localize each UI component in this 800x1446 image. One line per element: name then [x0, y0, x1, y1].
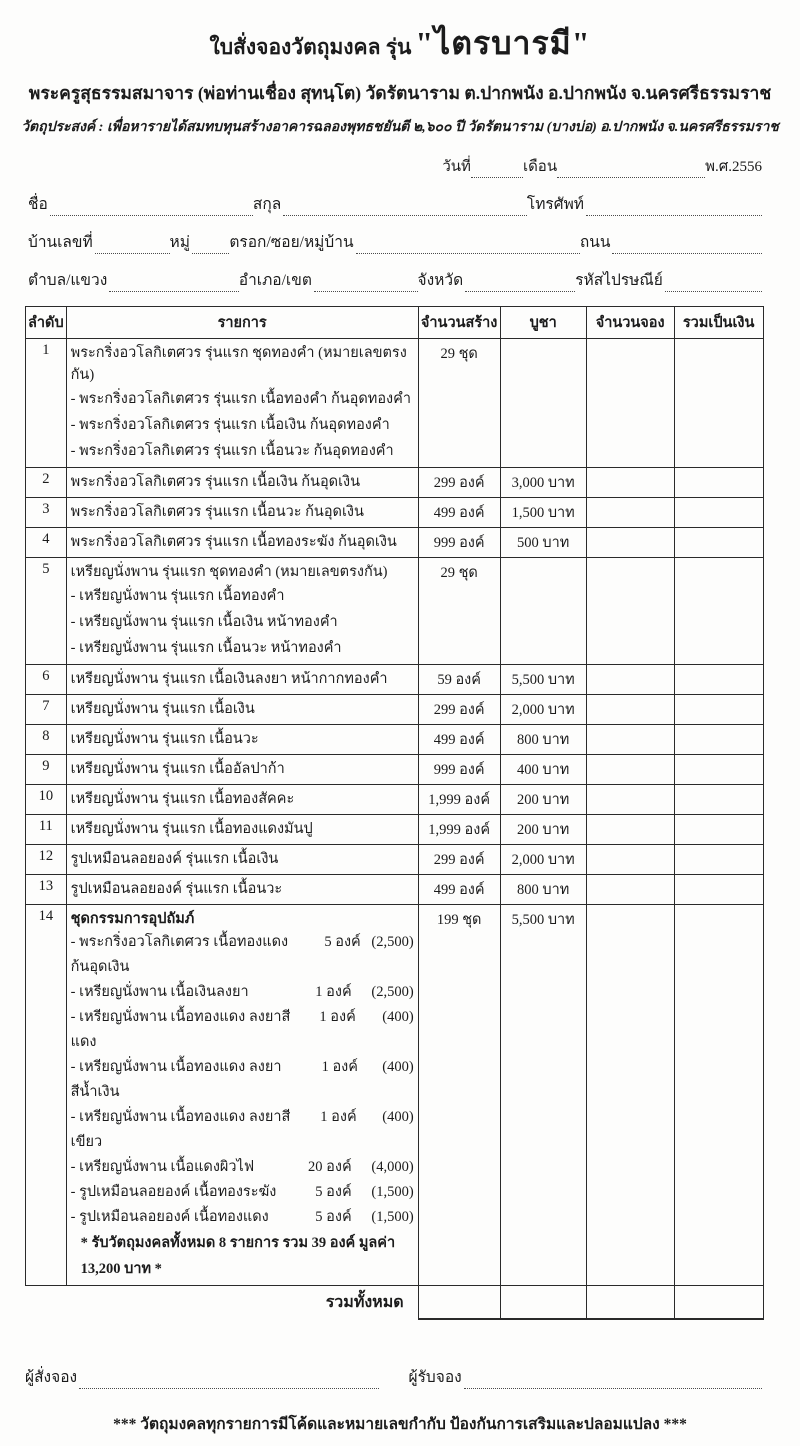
row-number-cell: 11	[26, 815, 67, 845]
orderer-signature-line[interactable]	[79, 1373, 378, 1389]
amount-cell[interactable]	[674, 695, 763, 725]
item-cell	[66, 785, 418, 815]
receiver-signature-line[interactable]	[464, 1373, 762, 1389]
amount-cell[interactable]	[674, 468, 763, 498]
item-subline: - พระกริ่งอวโลกิเตศวร รุ่นแรก เนื้อนวะ ก้นอุดทองคำ	[70, 443, 394, 459]
item-subitem	[71, 1180, 414, 1205]
field-label: ถนน	[579, 234, 611, 251]
item-cell	[66, 815, 418, 845]
subitem-qty: 1 องค์	[315, 984, 352, 1000]
subitem-text: - เหรียญนั่งพาน เนื้อทองแดง ลงยาสีน้ำเงิน	[70, 1059, 282, 1100]
item-subitem	[71, 980, 414, 1005]
price-cell: 1,500 บาท	[500, 498, 586, 528]
amount-cell[interactable]	[674, 815, 763, 845]
field-input-line[interactable]	[665, 276, 762, 292]
field-label: โทรศัพท์	[526, 196, 585, 213]
subitem-text: - เหรียญนั่งพาน เนื้อทองแดง ลงยาสีเขียว	[70, 1109, 291, 1150]
order-quantity-cell[interactable]	[586, 695, 674, 725]
order-quantity-cell[interactable]	[586, 558, 674, 665]
subitem-text: - รูปเหมือนลอยองค์ เนื้อทองระฆัง	[70, 1184, 277, 1200]
quantity-made-cell: 499 องค์	[418, 725, 500, 755]
item-name: พระกริ่งอวโลกิเตศวร รุ่นแรก เนื้อนวะ ก้นอุดเงิน	[70, 504, 364, 520]
item-cell	[66, 339, 418, 468]
item-name: รูปเหมือนลอยองค์ รุ่นแรก เนื้อเงิน	[70, 851, 279, 867]
quantity-made-cell: 299 องค์	[418, 468, 500, 498]
subitem-qty: 5 องค์	[315, 1209, 352, 1225]
row-number-cell: 10	[26, 785, 67, 815]
row-number-cell: 8	[26, 725, 67, 755]
grand-order-cell[interactable]	[586, 1286, 674, 1320]
date-line	[0, 154, 762, 178]
item-name: รูปเหมือนลอยองค์ รุ่นแรก เนื้อนวะ	[70, 881, 283, 897]
item-name: พระกริ่งอวโลกิเตศวร รุ่นแรก เนื้อเงิน ก้นอุดเงิน	[70, 474, 361, 490]
order-quantity-cell[interactable]	[586, 665, 674, 695]
price-cell: 3,000 บาท	[500, 468, 586, 498]
item-cell	[66, 845, 418, 875]
amount-cell[interactable]	[674, 528, 763, 558]
item-cell	[66, 558, 418, 665]
table-row	[26, 558, 764, 665]
quantity-made-cell: 999 องค์	[418, 755, 500, 785]
price-cell	[500, 558, 586, 665]
order-quantity-cell[interactable]	[586, 845, 674, 875]
table-row	[26, 665, 764, 695]
field-line	[28, 267, 762, 292]
row-number-cell: 6	[26, 665, 67, 695]
quantity-made-cell: 199 ชุด	[418, 905, 500, 1286]
grand-qty-cell[interactable]	[418, 1286, 500, 1320]
field-label: ตรอก/ซอย/หมู่บ้าน	[229, 234, 354, 251]
table-row	[26, 498, 764, 528]
page-title	[0, 18, 800, 69]
item-subitem	[71, 1205, 414, 1230]
field-input-line[interactable]	[192, 238, 229, 254]
item-cell	[66, 725, 418, 755]
subitem-price: (2,500)	[371, 934, 414, 950]
order-table	[25, 306, 764, 1320]
subitem-qty: 1 องค์	[321, 1059, 358, 1075]
field-input-line[interactable]	[283, 200, 527, 216]
amount-cell[interactable]	[674, 725, 763, 755]
field-input-line[interactable]	[612, 238, 762, 254]
grand-total-label: รวมทั้งหมด	[325, 1294, 404, 1311]
anti-counterfeit-note: *** วัตถุมงคลทุกรายการมีโค้ดและหมายเลขกำกับ ป้องกันการเสริมและปลอมแปลง ***	[113, 1416, 687, 1433]
column-header: รายการ	[66, 307, 418, 339]
price-cell: 2,000 บาท	[500, 695, 586, 725]
subitem-text: - เหรียญนั่งพาน เนื้อทองแดง ลงยาสีแดง	[70, 1009, 291, 1050]
item-cell	[66, 905, 418, 1286]
field-line	[28, 191, 762, 216]
row-number-cell: 3	[26, 498, 67, 528]
quantity-made-cell: 1,999 องค์	[418, 785, 500, 815]
table-row	[26, 468, 764, 498]
field-label: ตำบล/แขวง	[28, 272, 108, 289]
order-quantity-cell[interactable]	[586, 528, 674, 558]
item-cell	[66, 468, 418, 498]
table-row	[26, 528, 764, 558]
subitem-price: (1,500)	[371, 1184, 414, 1200]
amount-cell[interactable]	[674, 498, 763, 528]
quantity-made-cell: 29 ชุด	[418, 558, 500, 665]
price-cell	[500, 339, 586, 468]
signature-line	[25, 1364, 762, 1389]
quantity-made-cell: 1,999 องค์	[418, 815, 500, 845]
item-subitem	[71, 1105, 414, 1155]
amount-cell[interactable]	[674, 905, 763, 1286]
order-quantity-cell[interactable]	[586, 875, 674, 905]
row-number-cell: 12	[26, 845, 67, 875]
subitem-text: - เหรียญนั่งพาน เนื้อแดงผิวไฟ	[70, 1159, 255, 1175]
amount-cell[interactable]	[674, 339, 763, 468]
table-row	[26, 725, 764, 755]
table-row	[26, 785, 764, 815]
item-cell	[66, 528, 418, 558]
row-number-cell: 5	[26, 558, 67, 665]
order-quantity-cell[interactable]	[586, 755, 674, 785]
orderer-label: ผู้สั่งจอง	[25, 1369, 78, 1386]
row-number-cell: 4	[26, 528, 67, 558]
field-input-line[interactable]	[95, 238, 170, 254]
field-label: สกุล	[252, 196, 282, 213]
row-number-cell: 9	[26, 755, 67, 785]
grand-price-cell[interactable]	[500, 1286, 586, 1320]
column-header: จำนวนสร้าง	[418, 307, 500, 339]
column-header: บูชา	[500, 307, 586, 339]
field-input-line[interactable]	[586, 200, 762, 216]
subitem-price: (400)	[382, 1009, 414, 1025]
field-label: จังหวัด	[417, 272, 464, 289]
set-total-note: * รับวัตถุมงคลทั้งหมด 8 รายการ รวม 39 องค์ มูลค่า 13,200 บาท *	[80, 1235, 396, 1277]
date-input-line[interactable]	[471, 162, 523, 178]
item-name: เหรียญนั่งพาน รุ่นแรก เนื้อเงินลงยา หน้ากากทองคำ	[70, 671, 388, 687]
item-cell	[66, 755, 418, 785]
table-body	[26, 339, 764, 1320]
item-cell	[66, 665, 418, 695]
amount-cell[interactable]	[674, 558, 763, 665]
quantity-made-cell: 299 องค์	[418, 845, 500, 875]
price-cell: 200 บาท	[500, 785, 586, 815]
table-row	[26, 815, 764, 845]
price-cell: 800 บาท	[500, 725, 586, 755]
column-header: จำนวนจอง	[586, 307, 674, 339]
item-subline: - พระกริ่งอวโลกิเตศวร รุ่นแรก เนื้อทองคำ ก้นอุดทองคำ	[70, 391, 411, 407]
table-row	[26, 755, 764, 785]
price-cell: 400 บาท	[500, 755, 586, 785]
amount-cell[interactable]	[674, 845, 763, 875]
field-label: รหัสไปรษณีย์	[575, 272, 663, 289]
item-name: เหรียญนั่งพาน รุ่นแรก เนื้อเงิน	[70, 701, 255, 717]
price-cell: 500 บาท	[500, 528, 586, 558]
subitem-price: (2,500)	[371, 984, 414, 1000]
field-label: หมู่	[169, 234, 190, 251]
month-input-line[interactable]	[557, 162, 705, 178]
title-prefix: ใบสั่งจองวัตถุมงคล รุ่น	[209, 35, 412, 59]
amount-cell[interactable]	[674, 665, 763, 695]
field-input-line[interactable]	[50, 200, 253, 216]
form-fields	[28, 191, 762, 292]
order-quantity-cell[interactable]	[586, 339, 674, 468]
item-cell	[66, 875, 418, 905]
title-series-name: "ไตรบารมี"	[415, 25, 591, 61]
item-name: เหรียญนั่งพาน รุ่นแรก ชุดทองคำ (หมายเลขตรงกัน)	[70, 564, 388, 580]
table-row	[26, 339, 764, 468]
table-header-row	[26, 307, 764, 339]
orderer-signature	[25, 1364, 379, 1389]
order-quantity-cell[interactable]	[586, 498, 674, 528]
item-name: พระกริ่งอวโลกิเตศวร รุ่นแรก ชุดทองคำ (หมายเลขตรงกัน)	[70, 345, 407, 383]
quantity-made-cell: 299 องค์	[418, 695, 500, 725]
table-row	[26, 905, 764, 1286]
quantity-made-cell: 29 ชุด	[418, 339, 500, 468]
item-name: ชุดกรรมการอุปถัมภ์	[70, 911, 195, 927]
subitem-qty: 20 องค์	[308, 1159, 352, 1175]
subitem-qty: 1 องค์	[320, 1109, 357, 1125]
item-subitem	[71, 1005, 414, 1055]
item-subitem	[71, 930, 414, 980]
date-label: วันที่	[442, 159, 471, 175]
row-number-cell: 2	[26, 468, 67, 498]
price-cell: 800 บาท	[500, 875, 586, 905]
column-header: รวมเป็นเงิน	[674, 307, 763, 339]
row-number-cell: 14	[26, 905, 67, 1286]
field-label: ชื่อ	[28, 196, 48, 213]
field-input-line[interactable]	[465, 276, 575, 292]
row-number-cell: 1	[26, 339, 67, 468]
temple-subtitle: พระครูสุธรรมสมาจาร (พ่อท่านเชื่อง สุทนฺโต) วัดรัตนาราม ต.ปากพนัง อ.ปากพนัง จ.นครศรีธรรมราช	[28, 83, 772, 103]
price-cell: 2,000 บาท	[500, 845, 586, 875]
table-row	[26, 875, 764, 905]
subitem-price: (400)	[382, 1109, 414, 1125]
item-name: เหรียญนั่งพาน รุ่นแรก เนื้ออัลปาก้า	[70, 761, 285, 777]
order-quantity-cell[interactable]	[586, 905, 674, 1286]
item-subitem	[71, 1055, 414, 1105]
subitem-text: - รูปเหมือนลอยองค์ เนื้อทองแดง	[70, 1209, 269, 1225]
order-quantity-cell[interactable]	[586, 815, 674, 845]
grand-total-row	[26, 1286, 764, 1320]
subitem-price: (4,000)	[371, 1159, 414, 1175]
amount-cell[interactable]	[674, 875, 763, 905]
row-number-cell: 13	[26, 875, 67, 905]
receiver-label: ผู้รับจอง	[408, 1369, 462, 1386]
field-input-line[interactable]	[109, 276, 239, 292]
price-cell: 200 บาท	[500, 815, 586, 845]
item-name: เหรียญนั่งพาน รุ่นแรก เนื้อทองแดงมันปู	[70, 821, 313, 837]
quantity-made-cell: 59 องค์	[418, 665, 500, 695]
item-cell	[66, 695, 418, 725]
year-label: พ.ศ.2556	[705, 159, 762, 175]
subitem-qty: 5 องค์	[315, 1184, 352, 1200]
receiver-signature	[409, 1364, 763, 1389]
month-label: เดือน	[522, 159, 558, 175]
item-cell	[66, 498, 418, 528]
quantity-made-cell: 499 องค์	[418, 498, 500, 528]
field-label: บ้านเลขที่	[28, 234, 93, 251]
subitem-qty: 5 องค์	[324, 934, 361, 950]
field-label: อำเภอ/เขต	[238, 272, 312, 289]
amount-cell[interactable]	[674, 755, 763, 785]
grand-amount-cell[interactable]	[674, 1286, 763, 1320]
table-row	[26, 845, 764, 875]
order-quantity-cell[interactable]	[586, 785, 674, 815]
purpose-line: วัตถุประสงค์ : เพื่อหารายได้สมทบทุนสร้างอาคารฉลองพุทธชยันตี ๒,๖๐๐ ปี วัดรัตนาราม (บางบ่อ) อ.ปากพนัง จ.นครศรีธรรมราช	[21, 120, 779, 135]
field-line	[28, 229, 762, 254]
subitem-price: (400)	[382, 1059, 414, 1075]
subitem-qty: 1 องค์	[319, 1009, 356, 1025]
item-subline: - พระกริ่งอวโลกิเตศวร รุ่นแรก เนื้อเงิน ก้นอุดทองคำ	[70, 417, 390, 433]
price-cell: 5,500 บาท	[500, 905, 586, 1286]
column-header: ลำดับ	[26, 307, 67, 339]
item-subline: - เหรียญนั่งพาน รุ่นแรก เนื้อเงิน หน้าทองคำ	[70, 614, 338, 630]
quantity-made-cell: 499 องค์	[418, 875, 500, 905]
item-subline: - เหรียญนั่งพาน รุ่นแรก เนื้อนวะ หน้าทองคำ	[70, 640, 342, 656]
item-name: เหรียญนั่งพาน รุ่นแรก เนื้อทองสัคคะ	[70, 791, 295, 807]
price-cell: 5,500 บาท	[500, 665, 586, 695]
subitem-text: - เหรียญนั่งพาน เนื้อเงินลงยา	[70, 984, 249, 1000]
row-number-cell: 7	[26, 695, 67, 725]
subitem-text: - พระกริ่งอวโลกิเตศวร เนื้อทองแดง ก้นอุดเงิน	[70, 934, 289, 975]
subitem-price: (1,500)	[371, 1209, 414, 1225]
item-name: เหรียญนั่งพาน รุ่นแรก เนื้อนวะ	[70, 731, 259, 747]
quantity-made-cell: 999 องค์	[418, 528, 500, 558]
item-subline: - เหรียญนั่งพาน รุ่นแรก เนื้อทองคำ	[70, 588, 285, 604]
order-quantity-cell[interactable]	[586, 468, 674, 498]
field-input-line[interactable]	[314, 276, 418, 292]
item-name: พระกริ่งอวโลกิเตศวร รุ่นแรก เนื้อทองระฆัง ก้นอุดเงิน	[70, 534, 397, 550]
field-input-line[interactable]	[356, 238, 580, 254]
amount-cell[interactable]	[674, 785, 763, 815]
item-subitem	[71, 1155, 414, 1180]
table-head	[26, 307, 764, 339]
table-row	[26, 695, 764, 725]
order-quantity-cell[interactable]	[586, 725, 674, 755]
